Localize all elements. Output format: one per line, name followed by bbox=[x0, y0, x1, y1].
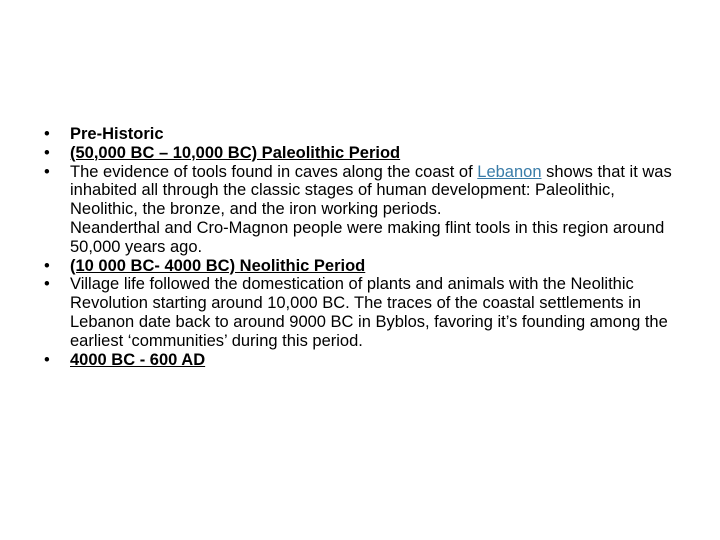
list-item-neolithic-text bbox=[44, 275, 684, 350]
list-item-paleolithic-text bbox=[44, 163, 684, 257]
heading-4000bc-600ad: 4000 BC - 600 AD bbox=[70, 350, 206, 369]
bullet-icon: • bbox=[44, 275, 50, 294]
bullet-icon: • bbox=[44, 125, 50, 143]
paleolithic-text-after-link: shows that it was inhabited all through the classic stages of human development: Paleolithic, Neolithic, the bronze, and the iron working periods. bbox=[70, 162, 672, 219]
list-item-pre-historic bbox=[44, 125, 684, 144]
neolithic-text: Village life followed the domestication of plants and animals with the Neolithic Revolution starting around 10,000 BC. The traces of the coastal settlements in Lebanon date back to around 9000 BC in Byblos, favoring it’s founding among the earliest ‘communities’ during this period. bbox=[70, 275, 668, 350]
paleolithic-text-before-link: The evidence of tools found in caves along the coast of bbox=[70, 162, 478, 181]
bullet-icon: • bbox=[44, 256, 50, 275]
bullet-icon: • bbox=[44, 162, 50, 181]
list-item-neolithic-heading bbox=[44, 257, 684, 276]
heading-neolithic-period: (10 000 BC- 4000 BC) Neolithic Period bbox=[70, 256, 366, 275]
list-item-bronze-iron-heading bbox=[44, 351, 684, 370]
lebanon-link[interactable]: Lebanon bbox=[477, 162, 542, 181]
bullet-icon: • bbox=[44, 143, 50, 162]
bullet-icon: • bbox=[44, 350, 50, 369]
heading-pre-historic: Pre-Historic bbox=[70, 125, 164, 143]
neanderthal-text: Neanderthal and Cro-Magnon people were making flint tools in this region around 50,000 years ago. bbox=[70, 218, 665, 256]
bullet-list bbox=[44, 125, 684, 369]
list-item-paleolithic-heading bbox=[44, 144, 684, 163]
heading-paleolithic-period: (50,000 BC – 10,000 BC) Paleolithic Period bbox=[70, 143, 401, 162]
